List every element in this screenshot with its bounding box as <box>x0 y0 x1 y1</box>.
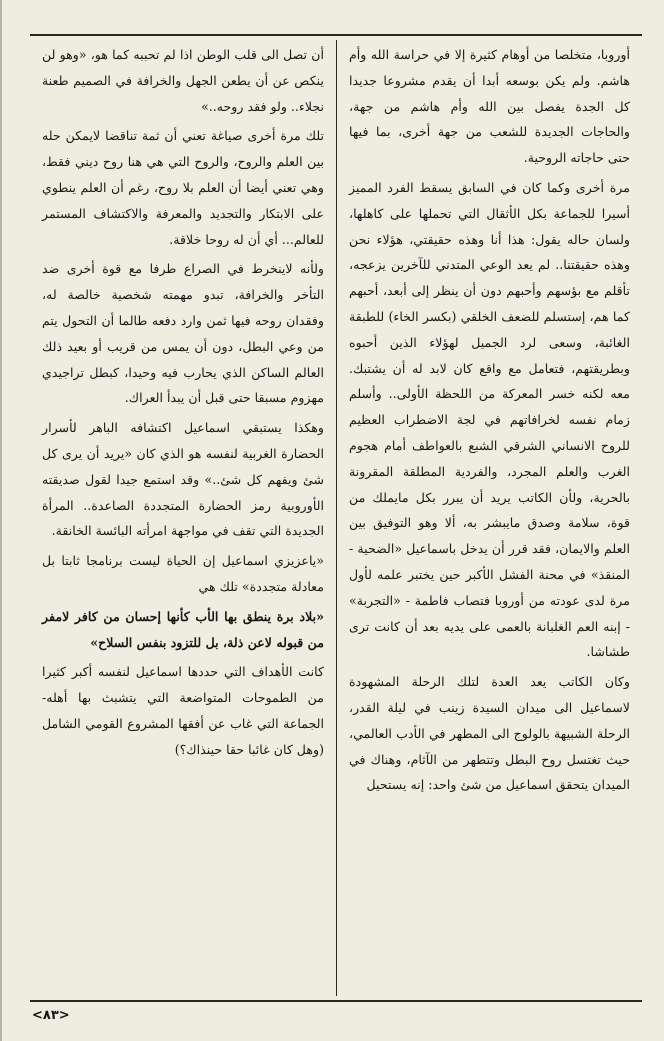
paragraph: مرة أخرى وكما كان في السابق يسقط الفرد المميز أسيرا للجماعة بكل الأثقال التي تحملها على كاهلها، ولسان حاله يقول: هذا أنا وهذه حقيقتي، هؤلاء نحن وهذه حقيقتنا.. لم يعد الوعي المتدني للآخرين يزعجه، تأقلم مع بؤسهم وأحبهم دون أن ينظر إلى أبعد، أحبهم كما هم، إستسلم للضعف الخلقي (بكسر الخاء) للطبقة الغائبة، وسعى لرد الجميل لهؤلاء الذين أحبوه وبطريقتهم، فتعامل مع واقع كان لابد له أن يشتبك. معه لكنه خسر المعركة من اللحظة الأولى.. وأسلم زمام نفسه لخرافاتهم في لجة الاضطراب العظيم للروح الانساني الشرقي الشبع بالعواطف أمام هجوم الغرب والعلم المجرد، والفردية المطلقة المقرونة بالحرية، ولأن الكاتب يريد أن يبرر بكل مايملك من قوة، سلامة وصدق مايبشر به، ألا وهو التوفيق بين العلم والايمان، فقد قرر أن يدخل باسماعيل «الضحية - المنقذ» في محنة الفشل الأكبر حين يختبر علمه لأول مرة لدى عودته من أوروبا فتصاب فاطمة - «التجربة» - إبنه العم الغلبانة بالعمى على يديه بعد أن كانت ترى طشاشا. <box>349 179 630 660</box>
paragraph: كانت الأهداف التي حددها اسماعيل لنفسه أكبر كثيرا من الطموحات المتواضعة التي يتشبث بها أهله- الجماعة التي غاب عن أفقها المشروع القومي الشامل (وهل كان غائبا حقا حينذاك؟) <box>42 664 324 757</box>
bottom-rule <box>30 1000 642 1002</box>
left-column <box>30 40 336 996</box>
paragraph: أن تصل الى قلب الوطن اذا لم تحببه كما هو، «وهو لن ينكص عن أن يطعن الجهل والخرافة في الصميم طعنة نجلاء.. ولو فقد روحه..» <box>42 47 324 114</box>
bold-quote: «بلاد برة ينطق بها الأب كأنها إحسان من كافر لامفر من قبوله لاعن ذلة، بل للتزود بنفس السلاح» <box>42 608 324 650</box>
text-columns <box>30 40 642 996</box>
top-rule <box>30 34 642 36</box>
page-number: <٨٣> <box>32 1008 70 1023</box>
right-column <box>336 40 642 996</box>
paragraph: وهكذا يستبقي اسماعيل اكتشافه الباهر لأسرار الحضارة الغربية لنفسه هو الذي كان «يريد أن يرى كل شئ ويفهم كل شئ..» وقد استمع جيدا لقول صديقته الأوروبية رمز الحضارة المتجددة الصاعدة.. المرأة الجديدة التي تقف في مواجهة امرأته البائسة الخانقة. <box>42 420 324 539</box>
paragraph: أوروبا، متخلصا من أوهام كثيرة إلا في حراسة الله وأم هاشم. ولم يكن بوسعه أبدا أن يقدم مشروعا جديدا كل الجدة يفصل بين الله وأم هاشم من جهة، والحاجات الجديدة للشعب من جهة أخرى، بما فيها حتى حاجاته الروحية. <box>349 47 630 166</box>
paragraph: تلك مرة أخرى صياغة تعني أن ثمة تناقضا لايمكن حله بين العلم والروح، والروح التي هي هنا روح ديني فقط، وهي تعني أيضا أن العلم بلا روح، رغم أن العلم ينطوي على الابتكار والتجديد والمعرفة والاكتشاف المستمر للعالم... أي أن له روحا خلاقة. <box>42 128 324 247</box>
paragraph: وكان الكاتب يعد العدة لتلك الرحلة المشهودة لاسماعيل الى ميدان السيدة زينب في ليلة القدر، الرحلة الشبيهة بالولوج الى المطهر في الأدب العالمي، حيث تغتسل روح البطل وتتطهر من الآثام، وهناك في الميدان يتحقق اسماعيل من شئ واحد: إنه يستحيل <box>349 674 630 793</box>
paragraph: ولأنه لاينخرط في الصراع طرفا مع قوة أخرى ضد التأخر والخرافة، تبدو مهمته شخصية خالصة له، وفقدان روحه فيها ثمن وارد دفعه طالما أن التحول يتم من وعي البطل، دون أن يمس من قريب أو بعيد ذلك العالم الساكن الذي يحارب فيه وحيدا، كبطل تراجيدي مهزوم مسبقا حتى قبل أن يبدأ العراك. <box>42 261 324 406</box>
paragraph: «ياعزيزي اسماعيل إن الحياة ليست برنامجا ثابتا بل معادلة متجددة» تلك هي <box>42 553 324 594</box>
